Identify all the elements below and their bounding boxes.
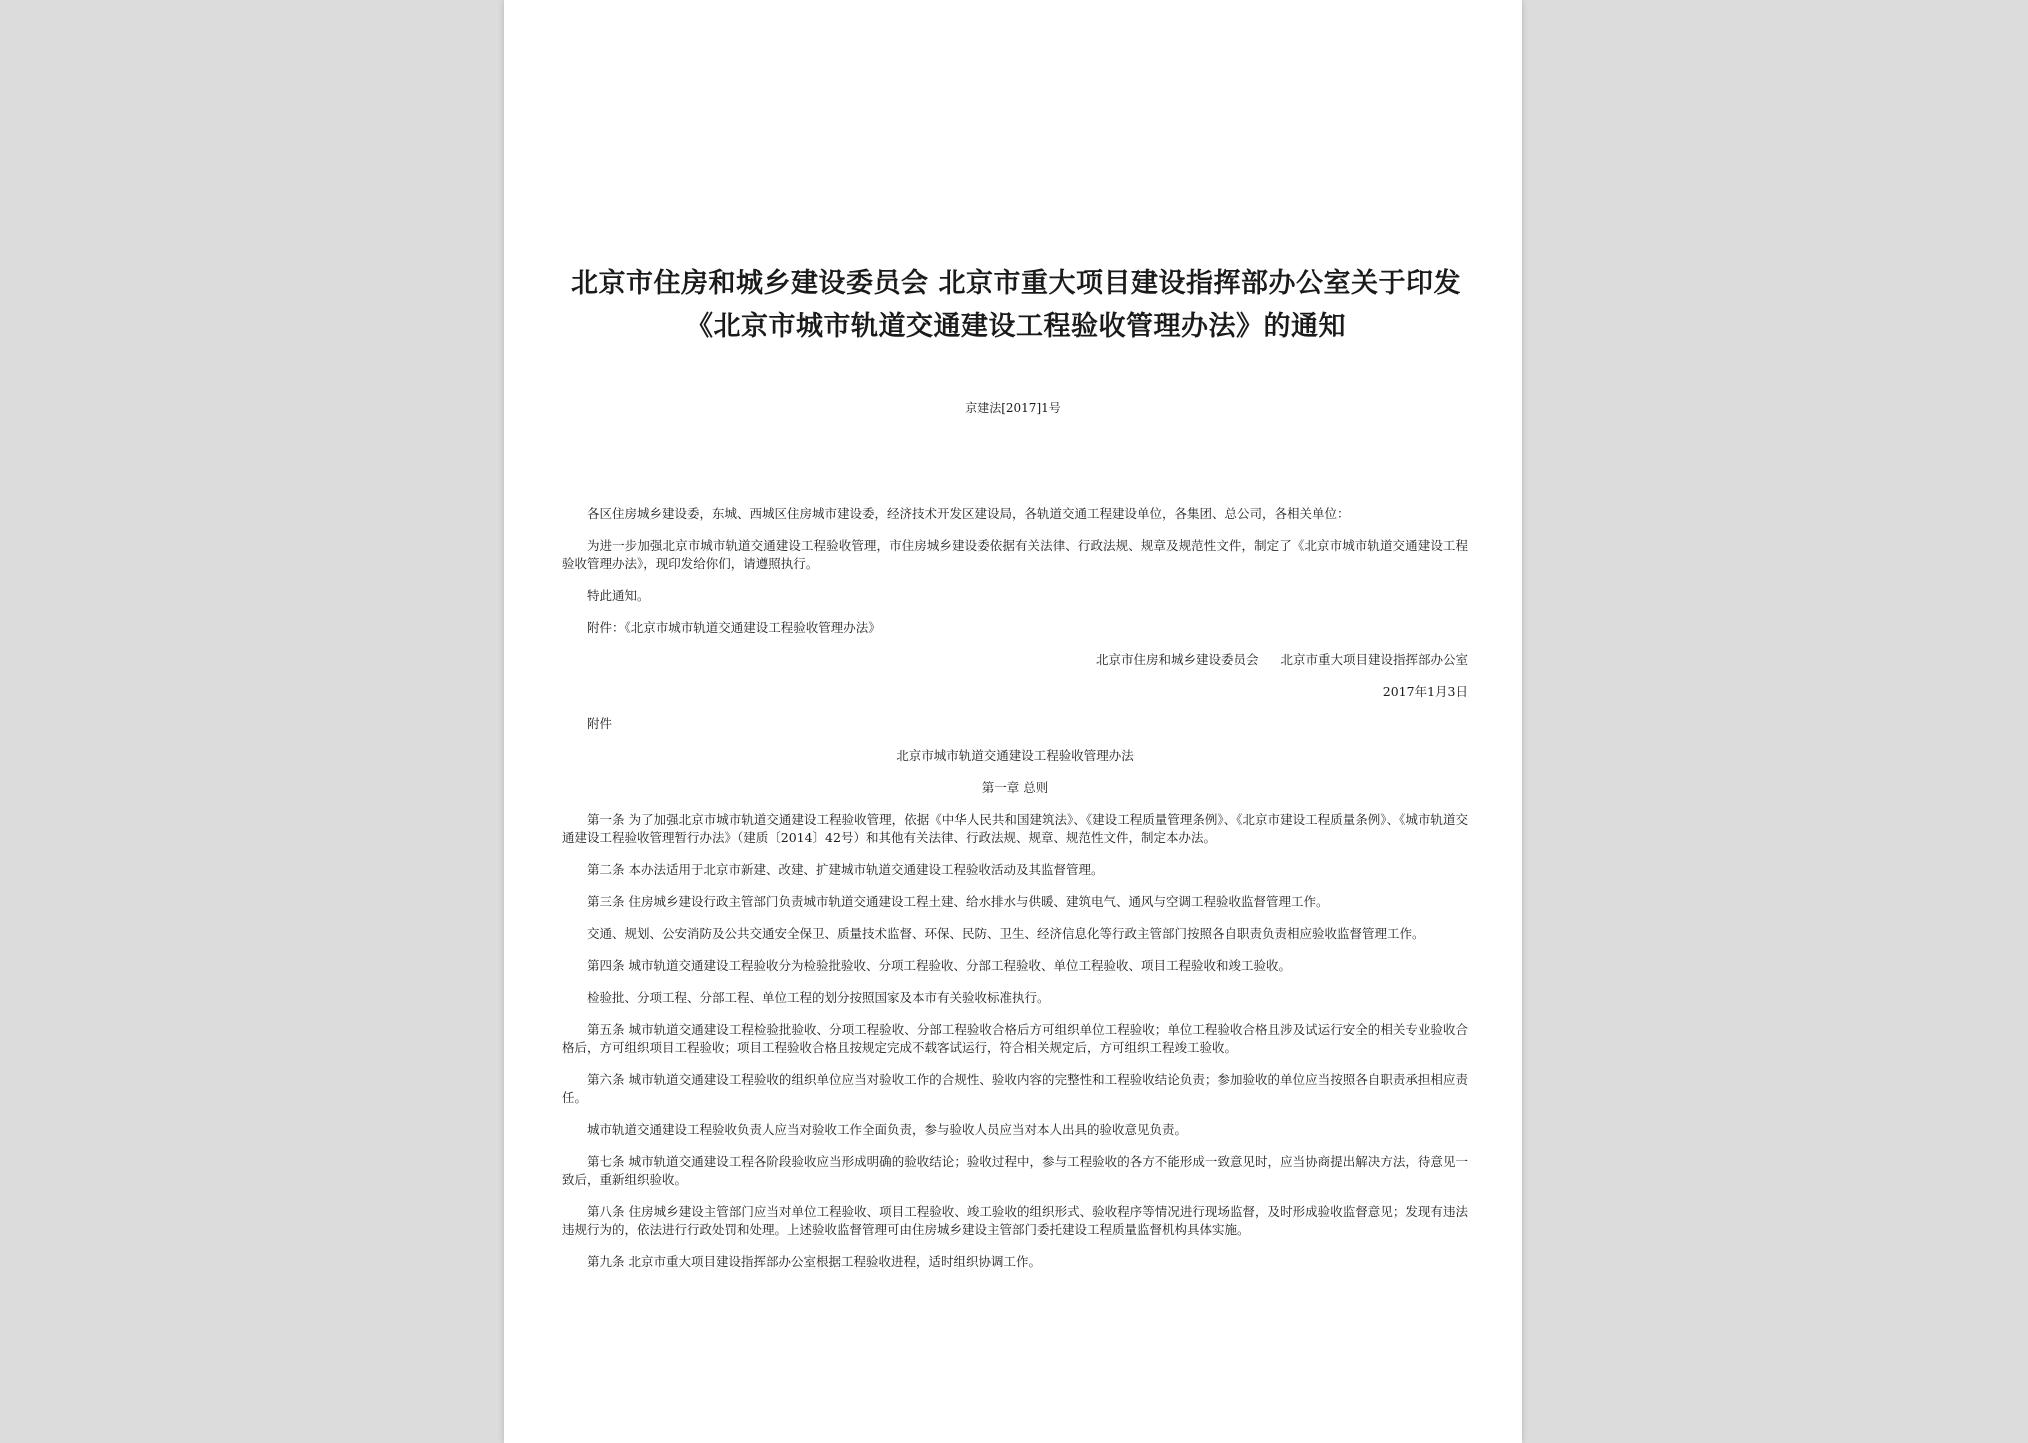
document-body — [562, 505, 1468, 1285]
attachment-title: 北京市城市轨道交通建设工程验收管理办法 — [896, 748, 1134, 763]
addressee: 各区住房城乡建设委，东城、西城区住房城市建设委，经济技术开发区建设局，各轨道交通工程建设单位，各集团、总公司，各相关单位： — [587, 506, 1350, 521]
document-page — [504, 0, 1522, 1443]
signature-block — [562, 651, 1468, 669]
article-paragraph: 第九条 北京市重大项目建设指挥部办公室根据工程验收进程，适时组织协调工作。 — [587, 1254, 1041, 1269]
document-title: 北京市住房和城乡建设委员会 北京市重大项目建设指挥部办公室关于印发《北京市城市轨道交通建设工程验收管理办法》的通知 — [571, 268, 1461, 342]
signature-housing-commission: 北京市住房和城乡建设委员会 — [1095, 652, 1259, 667]
article-paragraph: 交通、规划、公安消防及公共交通安全保卫、质量技术监督、环保、民防、卫生、经济信息化等行政主管部门按照各自职责负责相应验收监督管理工作。 — [587, 926, 1425, 941]
intro-paragraph: 为进一步加强北京市城市轨道交通建设工程验收管理，市住房城乡建设委依据有关法律、行政法规、规章及规范性文件，制定了《北京市城市轨道交通建设工程验收管理办法》，现印发给你们，请遵照执行。 — [562, 538, 1468, 571]
article-paragraph: 第四条 城市轨道交通建设工程验收分为检验批验收、分项工程验收、分部工程验收、单位工程验收、项目工程验收和竣工验收。 — [587, 958, 1291, 973]
article-paragraph: 第五条 城市轨道交通建设工程检验批验收、分项工程验收、分部工程验收合格后方可组织单位工程验收；单位工程验收合格且涉及试运行安全的相关专业验收合格后，方可组织项目工程验收；项目工程验收合格且按规定完成不载客试运行，符合相关规定后，方可组织工程竣工验收。 — [562, 1022, 1468, 1055]
article-paragraph: 第七条 城市轨道交通建设工程各阶段验收应当形成明确的验收结论；验收过程中，参与工程验收的各方不能形成一致意见时，应当协商提出解决方法，待意见一致后，重新组织验收。 — [562, 1154, 1468, 1187]
signature-major-projects-office: 北京市重大项目建设指挥部办公室 — [1280, 652, 1468, 667]
notice-closing: 特此通知。 — [587, 588, 650, 603]
document-number: 京建法[2017]1号 — [965, 401, 1061, 415]
attachment-line: 附件：《北京市城市轨道交通建设工程验收管理办法》 — [587, 620, 881, 635]
article-paragraph: 第二条 本办法适用于北京市新建、改建、扩建城市轨道交通建设工程验收活动及其监督管理。 — [587, 862, 1104, 877]
chapter-title: 第一章 总则 — [981, 780, 1049, 795]
article-paragraph: 第八条 住房城乡建设主管部门应当对单位工程验收、项目工程验收、竣工验收的组织形式、验收程序等情况进行现场监督，及时形成验收监督意见；发现有违法违规行为的，依法进行行政处罚和处理。上述验收监督管理可由住房城乡建设主管部门委托建设工程质量监督机构具体实施。 — [562, 1204, 1468, 1237]
article-paragraph: 检验批、分项工程、分部工程、单位工程的划分按照国家及本市有关验收标准执行。 — [587, 990, 1050, 1005]
article-paragraph: 第三条 住房城乡建设行政主管部门负责城市轨道交通建设工程土建、给水排水与供暖、建筑电气、通风与空调工程验收监督管理工作。 — [587, 894, 1329, 909]
article-paragraph: 城市轨道交通建设工程验收负责人应当对验收工作全面负责，参与验收人员应当对本人出具的验收意见负责。 — [587, 1122, 1188, 1137]
article-paragraph: 第六条 城市轨道交通建设工程验收的组织单位应当对验收工作的合规性、验收内容的完整性和工程验收结论负责；参加验收的单位应当按照各自职责承担相应责任。 — [562, 1072, 1468, 1105]
article-paragraph: 第一条 为了加强北京市城市轨道交通建设工程验收管理，依据《中华人民共和国建筑法》、《建设工程质量管理条例》、《北京市建设工程质量条例》、《城市轨道交通建设工程验收管理暂行办法》（建质〔2014〕42号）和其他有关法律、行政法规、规章、规范性文件，制定本办法。 — [562, 812, 1468, 845]
document-date: 2017年1月3日 — [1382, 684, 1468, 699]
attachment-label: 附件 — [587, 716, 613, 731]
